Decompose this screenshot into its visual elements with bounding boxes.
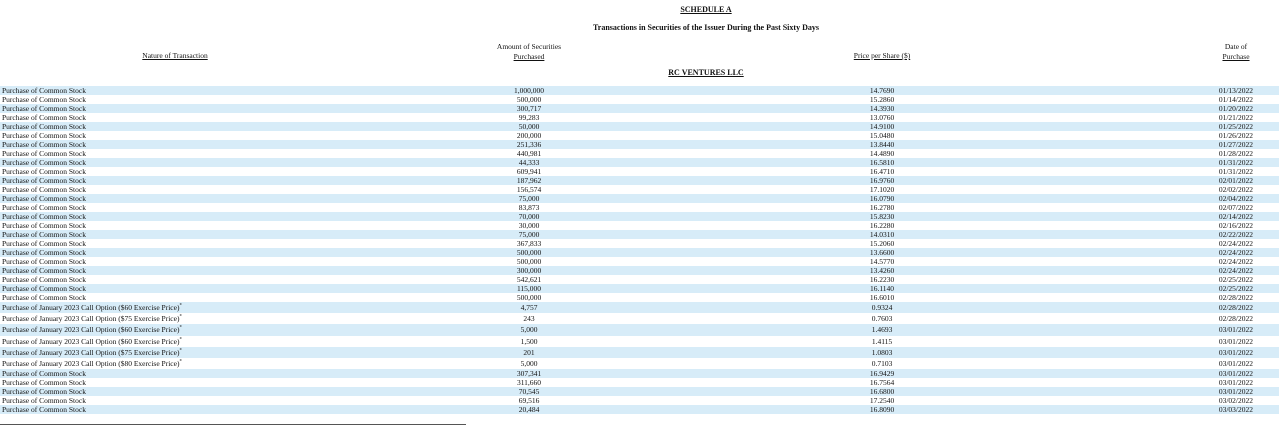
amount-cell: 4,757 (520, 303, 538, 312)
transaction-nature-text: Purchase of Common Stock (2, 369, 86, 379)
transaction-nature-cell (2, 122, 86, 131)
transaction-nature-text: Purchase of Common Stock (2, 149, 86, 158)
price-cell: 13.4260 (869, 266, 895, 275)
price-cell: 16.5810 (869, 158, 895, 167)
amount-cell: 5,000 (520, 325, 538, 335)
table-row (0, 203, 1279, 212)
date-cell: 01/31/2022 (1218, 158, 1253, 167)
date-cell: 02/14/2022 (1218, 212, 1253, 221)
transaction-nature-cell (2, 313, 182, 324)
transaction-nature-cell (2, 275, 86, 284)
column-header-price (822, 51, 942, 61)
transaction-nature-cell (2, 140, 86, 149)
amount-cell: 70,545 (518, 387, 540, 397)
amount-cell: 44,333 (518, 158, 540, 167)
transactions-table (0, 86, 1279, 414)
date-cell: 03/01/2022 (1218, 336, 1253, 346)
date-cell: 03/03/2022 (1218, 405, 1253, 415)
table-row (0, 194, 1279, 203)
transaction-nature-cell (2, 387, 86, 396)
date-cell: 02/02/2022 (1218, 185, 1253, 194)
transaction-nature-text: Purchase of Common Stock (2, 104, 86, 113)
transaction-nature-text: Purchase of Common Stock (2, 284, 86, 293)
table-row (0, 95, 1279, 104)
table-row (0, 405, 1279, 414)
amount-cell: 156,574 (516, 185, 542, 194)
transaction-nature-cell (2, 185, 86, 194)
amount-cell: 367,833 (516, 239, 542, 248)
transaction-nature-cell (2, 149, 86, 158)
date-cell: 03/02/2022 (1218, 396, 1253, 406)
date-cell: 01/13/2022 (1218, 86, 1253, 95)
date-cell: 02/28/2022 (1218, 314, 1253, 324)
price-cell: 16.0790 (869, 194, 895, 203)
amount-cell: 251,336 (516, 140, 542, 149)
transaction-nature-text: Purchase of Common Stock (2, 293, 86, 302)
column-header-nature-label: Nature of Transaction (142, 51, 208, 60)
price-cell: 13.8440 (869, 140, 895, 149)
amount-cell: 50,000 (518, 122, 540, 131)
table-row (0, 369, 1279, 378)
table-row (0, 221, 1279, 230)
column-header-price-label: Price per Share ($) (853, 51, 911, 60)
transaction-nature-text: Purchase of Common Stock (2, 131, 86, 140)
date-cell: 03/01/2022 (1218, 325, 1253, 335)
company-heading: RC VENTURES LLC (668, 68, 744, 77)
amount-cell: 440,981 (516, 149, 542, 158)
schedule-subtitle: Transactions in Securities of the Issuer During the Past Sixty Days (593, 23, 819, 32)
transaction-nature-cell (2, 336, 182, 347)
table-row (0, 275, 1279, 284)
amount-cell: 609,941 (516, 167, 542, 176)
amount-cell: 75,000 (518, 194, 540, 203)
table-row (0, 86, 1279, 95)
date-cell: 02/16/2022 (1218, 221, 1253, 230)
transaction-nature-text: Purchase of Common Stock (2, 167, 86, 176)
transaction-nature-text: Purchase of January 2023 Call Option ($60 Exercise Price) (2, 336, 180, 346)
amount-cell: 500,000 (516, 293, 542, 302)
table-row (0, 113, 1279, 122)
table-row (0, 336, 1279, 347)
amount-cell: 307,341 (516, 369, 542, 379)
table-row (0, 131, 1279, 140)
transaction-nature-text: Purchase of Common Stock (2, 113, 86, 122)
table-row (0, 293, 1279, 302)
amount-cell: 500,000 (516, 95, 542, 104)
price-cell: 16.1140 (869, 284, 895, 293)
price-cell: 14.0310 (869, 230, 895, 239)
schedule-title: SCHEDULE A (680, 5, 732, 14)
transaction-nature-cell (2, 194, 86, 203)
price-cell: 0.9324 (871, 303, 893, 312)
table-row (0, 396, 1279, 405)
amount-cell: 20,484 (518, 405, 540, 415)
price-cell: 14.3930 (869, 104, 895, 113)
transaction-nature-cell (2, 266, 86, 275)
price-cell: 16.8090 (869, 405, 895, 415)
amount-cell: 30,000 (518, 221, 540, 230)
amount-cell: 542,621 (516, 275, 542, 284)
transaction-nature-text: Purchase of Common Stock (2, 275, 86, 284)
column-header-nature (100, 51, 250, 61)
table-row (0, 158, 1279, 167)
table-row (0, 149, 1279, 158)
transaction-nature-text: Purchase of Common Stock (2, 248, 86, 257)
date-cell: 01/14/2022 (1218, 95, 1253, 104)
date-cell: 02/24/2022 (1218, 257, 1253, 266)
price-cell: 15.2860 (869, 95, 895, 104)
transaction-nature-cell (2, 347, 182, 358)
date-cell: 03/01/2022 (1218, 369, 1253, 379)
table-row (0, 104, 1279, 113)
transaction-nature-cell (2, 369, 86, 378)
amount-cell: 83,873 (518, 203, 540, 212)
transaction-nature-text: Purchase of January 2023 Call Option ($60 Exercise Price) (2, 325, 180, 335)
date-cell: 03/01/2022 (1218, 358, 1253, 368)
table-row (0, 185, 1279, 194)
date-cell: 02/07/2022 (1218, 203, 1253, 212)
amount-cell: 300,000 (516, 266, 542, 275)
footnote-divider (0, 424, 466, 425)
date-cell: 02/28/2022 (1218, 303, 1253, 312)
footnote-marker: * (179, 303, 182, 309)
transaction-nature-cell (2, 176, 86, 185)
date-cell: 01/21/2022 (1218, 113, 1253, 122)
price-cell: 15.0480 (869, 131, 895, 140)
date-cell: 02/25/2022 (1218, 275, 1253, 284)
transaction-nature-cell (2, 396, 86, 405)
transaction-nature-cell (2, 113, 86, 122)
footnote-marker: * (179, 348, 182, 354)
price-cell: 16.4710 (869, 167, 895, 176)
table-row (0, 378, 1279, 387)
transaction-nature-cell (2, 378, 86, 387)
price-cell: 0.7103 (871, 358, 893, 368)
amount-cell: 1,000,000 (514, 86, 544, 95)
price-cell: 0.7603 (871, 314, 893, 324)
price-cell: 1.4693 (871, 325, 893, 335)
transaction-nature-cell (2, 302, 182, 313)
table-row (0, 248, 1279, 257)
transaction-nature-text: Purchase of Common Stock (2, 86, 86, 95)
price-cell: 14.9100 (869, 122, 895, 131)
transaction-nature-text: Purchase of Common Stock (2, 212, 86, 221)
transaction-nature-text: Purchase of Common Stock (2, 140, 86, 149)
transaction-nature-text: Purchase of Common Stock (2, 396, 86, 406)
footnote-marker: * (179, 337, 182, 343)
transaction-nature-text: Purchase of January 2023 Call Option ($75 Exercise Price) (2, 314, 180, 324)
column-header-date (1196, 42, 1276, 62)
price-cell: 15.2060 (869, 239, 895, 248)
table-row (0, 302, 1279, 313)
date-cell: 02/24/2022 (1218, 239, 1253, 248)
price-cell: 16.9429 (869, 369, 895, 379)
transaction-nature-cell (2, 284, 86, 293)
transaction-nature-text: Purchase of Common Stock (2, 378, 86, 388)
transaction-nature-cell (2, 221, 86, 230)
price-cell: 16.9760 (869, 176, 895, 185)
date-cell: 01/28/2022 (1218, 149, 1253, 158)
transaction-nature-text: Purchase of January 2023 Call Option ($80 Exercise Price) (2, 358, 180, 368)
price-cell: 16.2230 (869, 275, 895, 284)
transaction-nature-cell (2, 358, 182, 369)
date-cell: 02/24/2022 (1218, 266, 1253, 275)
table-row (0, 257, 1279, 266)
table-row (0, 167, 1279, 176)
transaction-nature-text: Purchase of Common Stock (2, 387, 86, 397)
price-cell: 1.4115 (871, 336, 893, 346)
column-header-amount-line2: Purchased (513, 52, 545, 61)
transaction-nature-text: Purchase of Common Stock (2, 239, 86, 248)
transaction-nature-cell (2, 405, 86, 414)
transaction-nature-text: Purchase of January 2023 Call Option ($60 Exercise Price) (2, 303, 180, 312)
price-cell: 14.5770 (869, 257, 895, 266)
price-cell: 14.4890 (869, 149, 895, 158)
amount-cell: 99,283 (518, 113, 540, 122)
amount-cell: 69,516 (518, 396, 540, 406)
price-cell: 16.2780 (869, 203, 895, 212)
transaction-nature-text: Purchase of Common Stock (2, 158, 86, 167)
column-header-date-line1: Date of (1224, 42, 1248, 51)
date-cell: 03/01/2022 (1218, 387, 1253, 397)
transaction-nature-text: Purchase of Common Stock (2, 122, 86, 131)
amount-cell: 500,000 (516, 257, 542, 266)
transaction-nature-cell (2, 104, 86, 113)
amount-cell: 187,962 (516, 176, 542, 185)
table-row (0, 140, 1279, 149)
date-cell: 01/20/2022 (1218, 104, 1253, 113)
column-header-date-line2: Purchase (1222, 52, 1250, 61)
amount-cell: 201 (523, 347, 535, 357)
footnote-marker: * (179, 314, 182, 320)
date-cell: 01/31/2022 (1218, 167, 1253, 176)
date-cell: 02/24/2022 (1218, 248, 1253, 257)
table-row (0, 313, 1279, 324)
transaction-nature-cell (2, 158, 86, 167)
transaction-nature-cell (2, 203, 86, 212)
date-cell: 03/01/2022 (1218, 347, 1253, 357)
amount-cell: 70,000 (518, 212, 540, 221)
price-cell: 16.7564 (869, 378, 895, 388)
transaction-nature-cell (2, 248, 86, 257)
table-row (0, 284, 1279, 293)
amount-cell: 5,000 (520, 358, 538, 368)
amount-cell: 243 (523, 314, 535, 324)
table-row (0, 358, 1279, 369)
transaction-nature-cell (2, 324, 182, 335)
date-cell: 03/01/2022 (1218, 378, 1253, 388)
amount-cell: 200,000 (516, 131, 542, 140)
transaction-nature-cell (2, 167, 86, 176)
table-row (0, 387, 1279, 396)
transaction-nature-text: Purchase of Common Stock (2, 203, 86, 212)
price-cell: 17.1020 (869, 185, 895, 194)
table-row (0, 176, 1279, 185)
transaction-nature-text: Purchase of Common Stock (2, 194, 86, 203)
footnote-marker: * (179, 359, 182, 365)
transaction-nature-cell (2, 131, 86, 140)
price-cell: 14.7690 (869, 86, 895, 95)
amount-cell: 300,717 (516, 104, 542, 113)
transaction-nature-text: Purchase of Common Stock (2, 405, 86, 415)
date-cell: 01/27/2022 (1218, 140, 1253, 149)
transaction-nature-text: Purchase of Common Stock (2, 185, 86, 194)
transaction-nature-text: Purchase of Common Stock (2, 230, 86, 239)
date-cell: 01/25/2022 (1218, 122, 1253, 131)
transaction-nature-cell (2, 239, 86, 248)
table-row (0, 239, 1279, 248)
transaction-nature-text: Purchase of Common Stock (2, 95, 86, 104)
transaction-nature-text: Purchase of Common Stock (2, 221, 86, 230)
footnote-marker: * (179, 325, 182, 331)
table-row (0, 122, 1279, 131)
amount-cell: 500,000 (516, 248, 542, 257)
date-cell: 02/22/2022 (1218, 230, 1253, 239)
amount-cell: 75,000 (518, 230, 540, 239)
table-row (0, 212, 1279, 221)
price-cell: 15.8230 (869, 212, 895, 221)
transaction-nature-cell (2, 293, 86, 302)
price-cell: 1.0803 (871, 347, 893, 357)
transaction-nature-text: Purchase of January 2023 Call Option ($75 Exercise Price) (2, 347, 180, 357)
column-header-amount (479, 42, 579, 62)
transaction-nature-cell (2, 86, 86, 95)
transaction-nature-cell (2, 95, 86, 104)
transaction-nature-text: Purchase of Common Stock (2, 266, 86, 275)
price-cell: 16.2280 (869, 221, 895, 230)
price-cell: 17.2540 (869, 396, 895, 406)
amount-cell: 311,660 (516, 378, 542, 388)
amount-cell: 115,000 (516, 284, 542, 293)
transaction-nature-cell (2, 230, 86, 239)
date-cell: 02/04/2022 (1218, 194, 1253, 203)
transaction-nature-text: Purchase of Common Stock (2, 257, 86, 266)
transaction-nature-text: Purchase of Common Stock (2, 176, 86, 185)
date-cell: 01/26/2022 (1218, 131, 1253, 140)
transaction-nature-cell (2, 257, 86, 266)
price-cell: 16.6010 (869, 293, 895, 302)
price-cell: 16.6800 (869, 387, 895, 397)
price-cell: 13.6600 (869, 248, 895, 257)
table-row (0, 347, 1279, 358)
table-row (0, 324, 1279, 335)
transaction-nature-cell (2, 212, 86, 221)
amount-cell: 1,500 (520, 336, 538, 346)
date-cell: 02/25/2022 (1218, 284, 1253, 293)
date-cell: 02/01/2022 (1218, 176, 1253, 185)
table-row (0, 266, 1279, 275)
price-cell: 13.0760 (869, 113, 895, 122)
column-header-amount-line1: Amount of Securities (496, 42, 562, 51)
date-cell: 02/28/2022 (1218, 293, 1253, 302)
table-row (0, 230, 1279, 239)
